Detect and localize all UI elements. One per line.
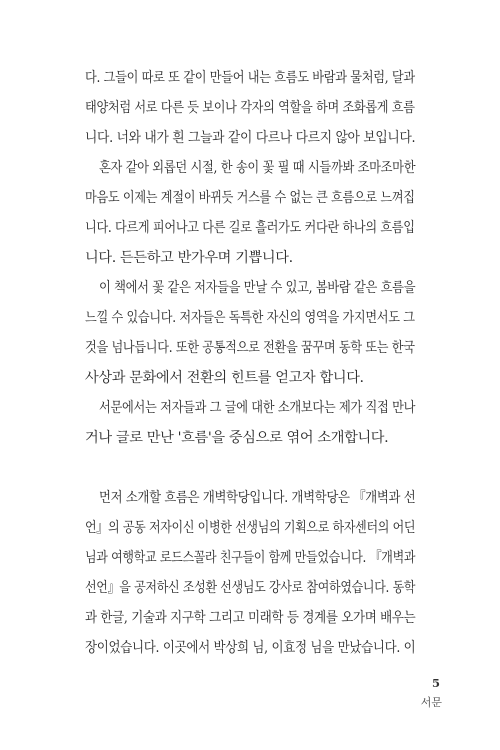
text-line: 혼자 같아 외롭던 시절, 한 송이 꽃 필 때 시들까봐 조마조마한 <box>99 160 416 176</box>
text-line: 이 책에서 꽃 같은 저자들을 만날 수 있고, 봄바람 같은 흐름을 <box>99 280 416 296</box>
text-line: 님과 여행학교 로드스꼴라 친구들이 함께 만들었습니다. 『개벽과 <box>85 550 416 566</box>
text-line: 거나 글로 만난 '흐름'을 중심으로 엮어 소개합니다. <box>85 430 389 446</box>
text-line: 서문에서는 저자들과 그 글에 대한 소개보다는 제가 직접 만나 <box>99 400 416 416</box>
text-line: 선언』을 공저하신 조성환 선생님도 강사로 참여하였습니다. 동학 <box>85 580 416 596</box>
text-line: 니다. 너와 내가 흰 그늘과 같이 다르나 다르지 않아 보입니다. <box>85 130 416 146</box>
running-footer-title: 서문 <box>420 696 442 709</box>
text-line: 느낄 수 있습니다. 저자들은 독특한 자신의 영역을 가지면서도 그 <box>85 310 415 326</box>
text-line: 니다. 다르게 피어나고 다른 길로 흘러가도 커다란 하나의 흐름입 <box>85 220 415 236</box>
text-line: 태양처럼 서로 다른 듯 보이나 각자의 역할을 하며 조화롭게 흐름 <box>85 100 415 116</box>
text-line: 장이었습니다. 이곳에서 박상희 님, 이효정 님을 만났습니다. 이 <box>85 640 416 656</box>
text-line: 것을 넘나듭니다. 또한 공통적으로 전환을 꿈꾸며 동학 또는 한국 <box>85 340 415 356</box>
text-line: 먼저 소개할 흐름은 개벽학당입니다. 개벽학당은 『개벽과 선 <box>99 490 416 506</box>
text-line: 과 한글, 기술과 지구학 그리고 미래학 등 경계를 오가며 배우는 <box>85 610 416 626</box>
text-line: 마음도 이제는 계절이 바뀌듯 거스를 수 없는 큰 흐름으로 느껴집 <box>85 190 415 206</box>
text-line: 언』의 공동 저자이신 이병한 선생님의 기획으로 하자센터의 어딘 <box>85 520 416 536</box>
text-line: 니다. 든든하고 반가우며 기쁩니다. <box>85 250 293 266</box>
page-number: 5 <box>431 676 440 690</box>
text-line: 사상과 문화에서 전환의 힌트를 얻고자 합니다. <box>85 370 364 386</box>
text-line: 다. 그들이 따로 또 같이 만들어 내는 흐름도 바람과 물처럼, 달과 <box>85 70 415 86</box>
